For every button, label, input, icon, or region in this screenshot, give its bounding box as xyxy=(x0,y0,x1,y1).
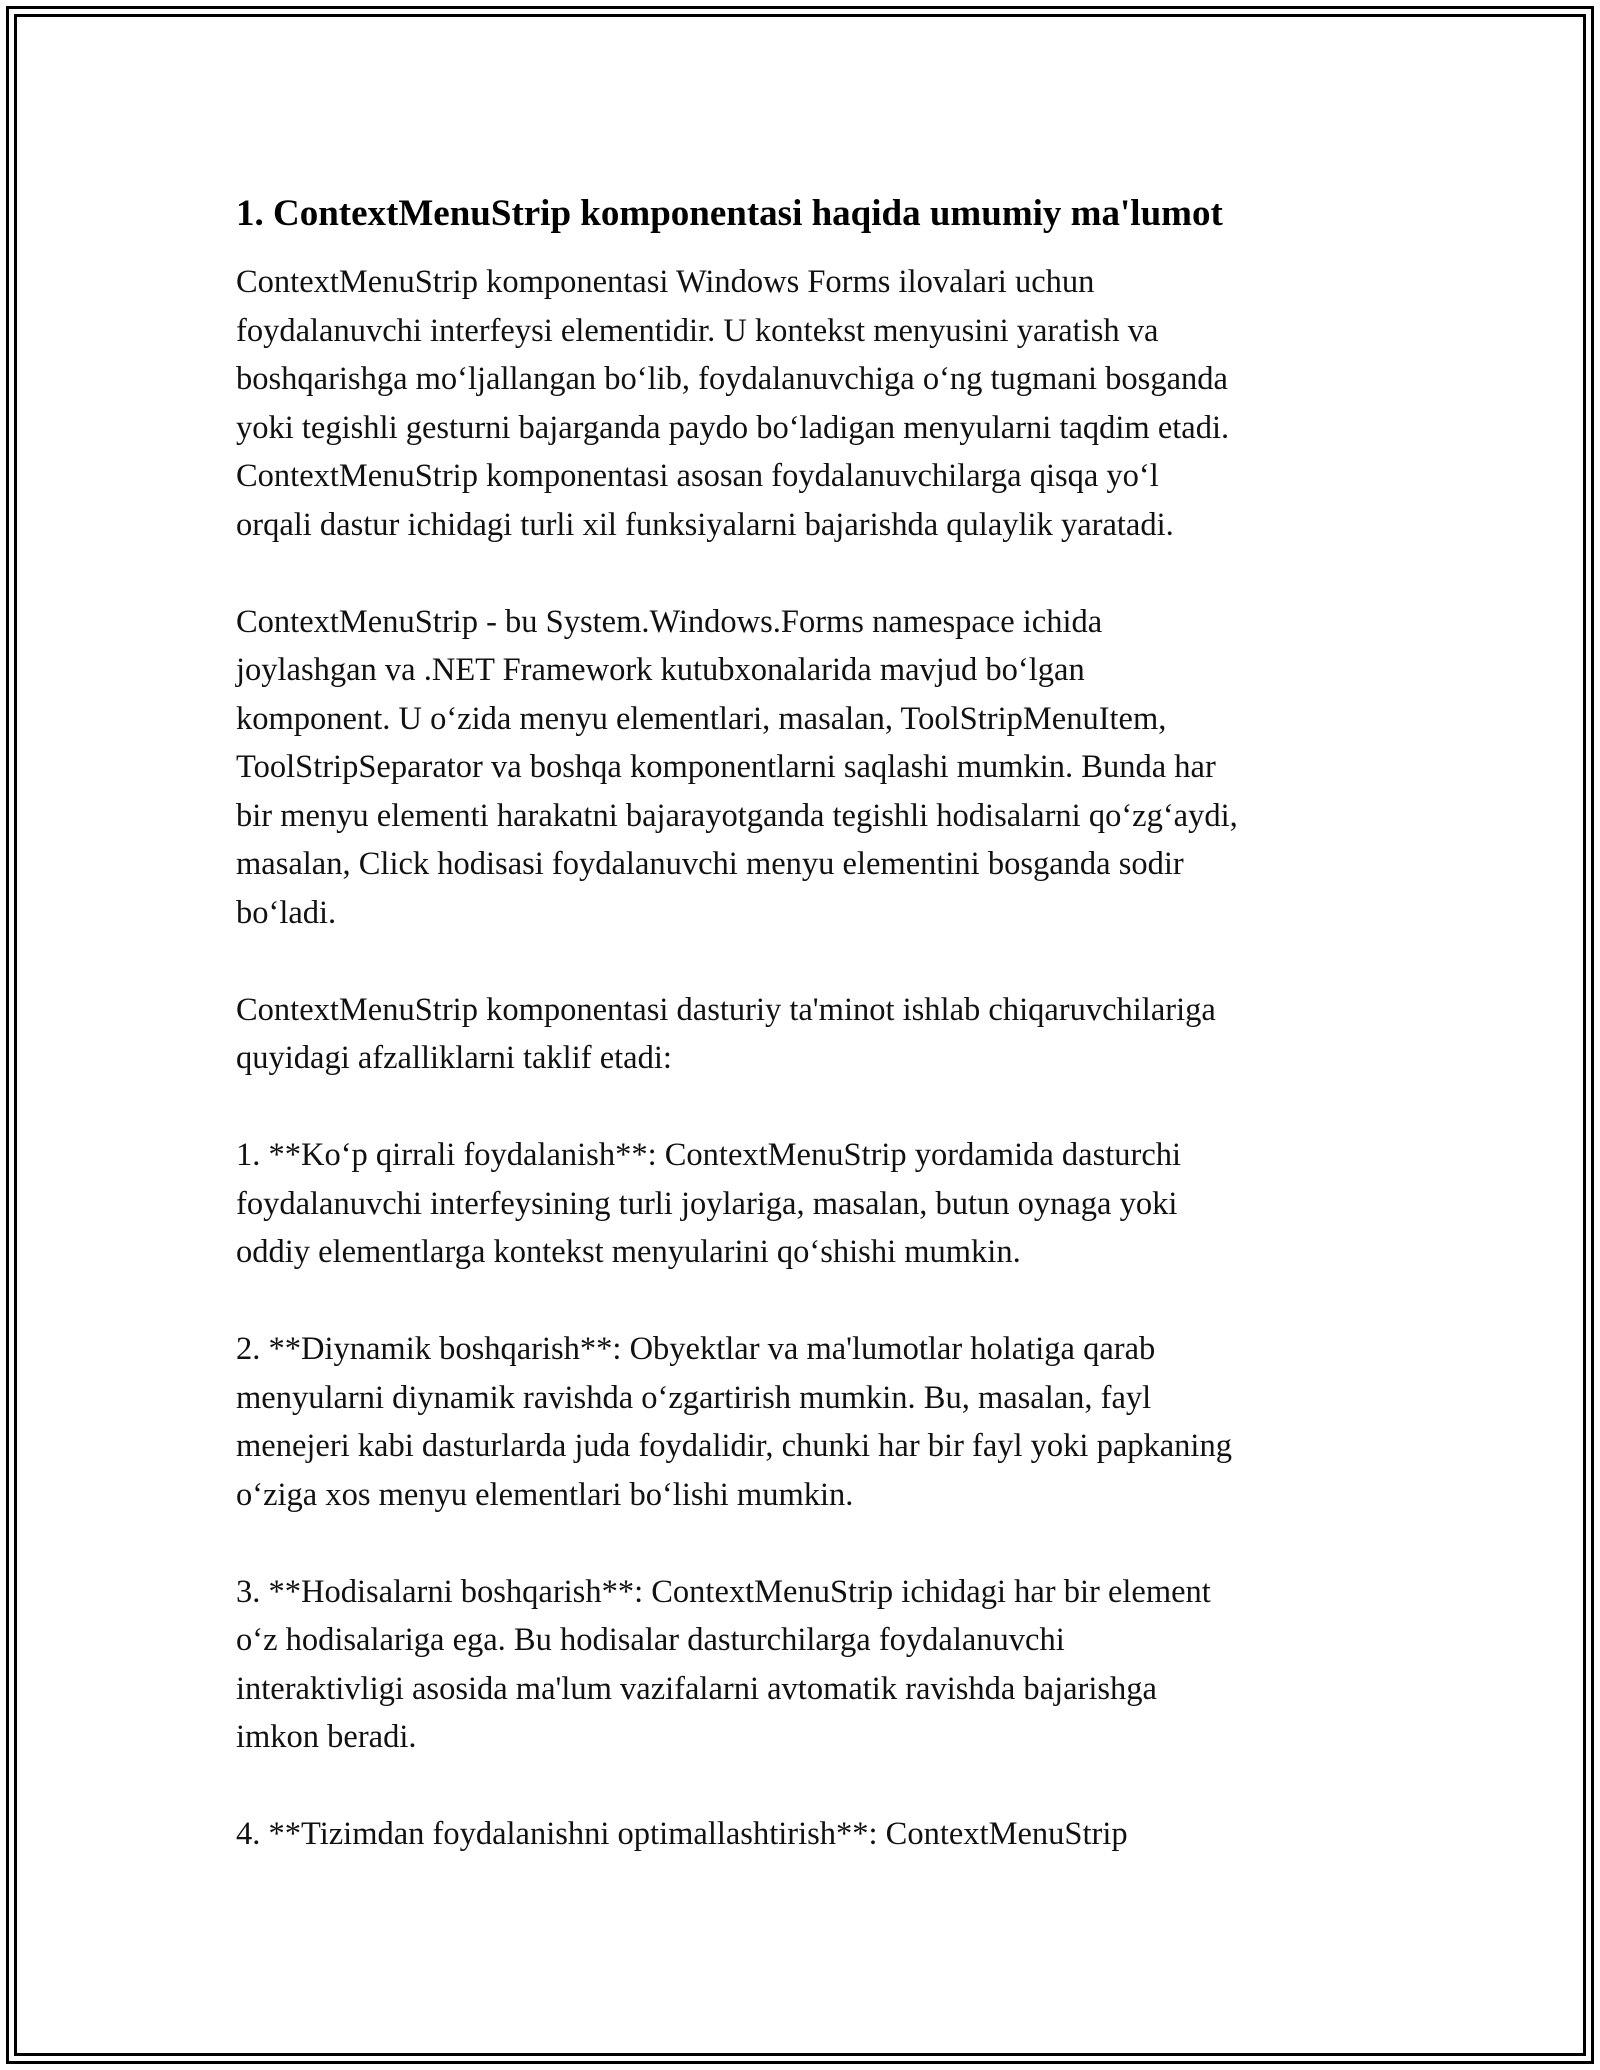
paragraph-advantages-intro xyxy=(236,986,1376,1083)
section-heading: 1. ContextMenuStrip komponentasi haqida umumiy ma'lumot xyxy=(236,193,1223,234)
text-line: ContextMenuStrip - bu System.Windows.Forms namespace ichida xyxy=(236,603,1103,640)
list-item-2 xyxy=(236,1325,1376,1519)
text-line: 3. **Hodisalarni boshqarish**: ContextMenuStrip ichidagi har bir element xyxy=(236,1573,1211,1610)
text-line: oddiy elementlarga kontekst menyularini qo‘shishi mumkin. xyxy=(236,1234,1021,1270)
list-item-3 xyxy=(236,1568,1376,1762)
text-line: orqali dastur ichidagi turli xil funksiyalarni bajarishda qulaylik yaratadi. xyxy=(236,506,1174,543)
text-line: bo‘ladi. xyxy=(236,894,337,931)
text-line: imkon beradi. xyxy=(236,1719,417,1755)
document-body xyxy=(236,188,1376,1907)
text-line: ContextMenuStrip komponentasi dasturiy ta'minot ishlab chiqaruvchilariga xyxy=(236,991,1216,1028)
text-line: o‘z hodisalariga ega. Bu hodisalar dasturchilarga foydalanuvchi xyxy=(236,1622,1065,1658)
text-line: 4. **Tizimdan foydalanishni optimallashtirish**: ContextMenuStrip xyxy=(236,1816,1128,1852)
text-line: menyularni diynamik ravishda o‘zgartirish mumkin. Bu, masalan, fayl xyxy=(236,1379,1152,1416)
paragraph-intro xyxy=(236,258,1376,549)
paragraph-namespace xyxy=(236,598,1376,938)
text-line: boshqarishga mo‘ljallangan bo‘lib, foydalanuvchiga o‘ng tugmani bosganda xyxy=(236,361,1228,397)
list-item-1 xyxy=(236,1131,1376,1277)
list-item-4 xyxy=(236,1810,1376,1859)
text-line: interaktivligi asosida ma'lum vazifalarni avtomatik ravishda bajarishga xyxy=(236,1670,1157,1707)
text-line: foydalanuvchi interfeysining turli joylariga, masalan, butun oynaga yoki xyxy=(236,1185,1178,1222)
text-line: 2. **Diynamik boshqarish**: Obyektlar va ma'lumotlar holatiga qarab xyxy=(236,1331,1156,1367)
text-line: menejeri kabi dasturlarda juda foydalidir, chunki har bir fayl yoki papkaning xyxy=(236,1428,1232,1464)
text-line: bir menyu elementi harakatni bajarayotganda tegishli hodisalarni qo‘zg‘aydi, xyxy=(236,797,1238,834)
text-line: o‘ziga xos menyu elementlari bo‘lishi mumkin. xyxy=(236,1476,854,1513)
text-line: ToolStripSeparator va boshqa komponentlarni saqlashi mumkin. Bunda har xyxy=(236,749,1216,785)
text-line: ContextMenuStrip komponentasi Windows Forms ilovalari uchun xyxy=(236,264,1095,300)
text-line: yoki tegishli gesturni bajarganda paydo bo‘ladigan menyularni taqdim etadi. xyxy=(236,409,1230,446)
text-line: komponent. U o‘zida menyu elementlari, masalan, ToolStripMenuItem, xyxy=(236,700,1167,737)
text-line: ContextMenuStrip komponentasi asosan foydalanuvchilarga qisqa yo‘l xyxy=(236,458,1159,494)
text-line: joylashgan va .NET Framework kutubxonalarida mavjud bo‘lgan xyxy=(236,652,1085,688)
text-line: 1. **Ko‘p qirrali foydalanish**: ContextMenuStrip yordamida dasturchi xyxy=(236,1137,1182,1173)
text-line: quyidagi afzalliklarni taklif etadi: xyxy=(236,1040,672,1076)
text-line: foydalanuvchi interfeysi elementidir. U kontekst menyusini yaratish va xyxy=(236,312,1159,349)
text-line: masalan, Click hodisasi foydalanuvchi menyu elementini bosganda sodir xyxy=(236,846,1184,882)
